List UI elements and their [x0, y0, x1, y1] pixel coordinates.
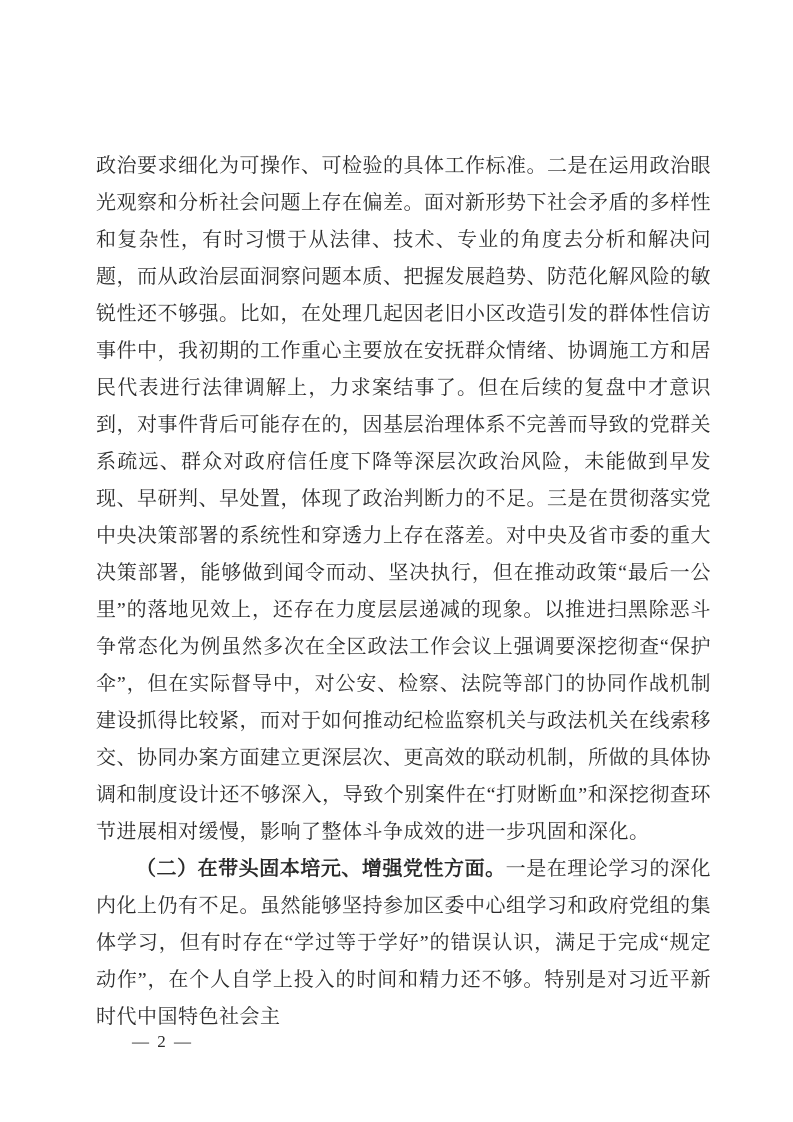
section-2-heading: （二）在带头固本培元、增强党性方面。 [136, 858, 506, 880]
paragraph-section-2 [96, 851, 711, 1036]
paragraph-continuation [96, 148, 711, 851]
paragraph-text: 一是在理论学习的深化内化上仍有不足。虽然能够坚持参加区委中心组学习和政府党组的集体学习，但有时存在“学过等于学好”的错误认识，满足于完成“规定动作”，在个人自学上投入的时间和精力还不够。特别是对习近平新时代中国特色社会主 [96, 858, 712, 1028]
document-body [96, 148, 711, 1036]
paragraph-text: 政治要求细化为可操作、可检验的具体工作标准。二是在运用政治眼光观察和分析社会问题上存在偏差。面对新形势下社会矛盾的多样性和复杂性，有时习惯于从法律、技术、专业的角度去分析和解决问题，而从政治层面洞察问题本质、把握发展趋势、防范化解风险的敏锐性还不够强。比如，在处理几起因老旧小区改造引发的群体性信访事件中，我初期的工作重心主要放在安抚群众情绪、协调施工方和居民代表进行法律调解上，力求案结事了。但在后续的复盘中才意识到，对事件背后可能存在的，因基层治理体系不完善而导致的党群关系疏远、群众对政府信任度下降等深层次政治风险，未能做到早发现、早研判、早处置，体现了政治判断力的不足。三是在贯彻落实党中央决策部署的系统性和穿透力上存在落差。对中央及省市委的重大决策部署，能够做到闻令而动、坚决执行，但在推动政策“最后一公里”的落地见效上，还存在力度层层递减的现象。以推进扫黑除恶斗争常态化为例虽然多次在全区政法工作会议上强调要深挖彻查“保护伞”，但在实际督导中，对公安、检察、法院等部门的协同作战机制建设抓得比较紧，而对于如何推动纪检监察机关与政法机关在线索移交、协同办案方面建立更深层次、更高效的联动机制，所做的具体协调和制度设计还不够深入，导致个别案件在“打财断血”和深挖彻查环节进展相对缓慢，影响了整体斗争成效的进一步巩固和深化。 [96, 155, 711, 843]
page-number: — 2 — [132, 1032, 193, 1051]
